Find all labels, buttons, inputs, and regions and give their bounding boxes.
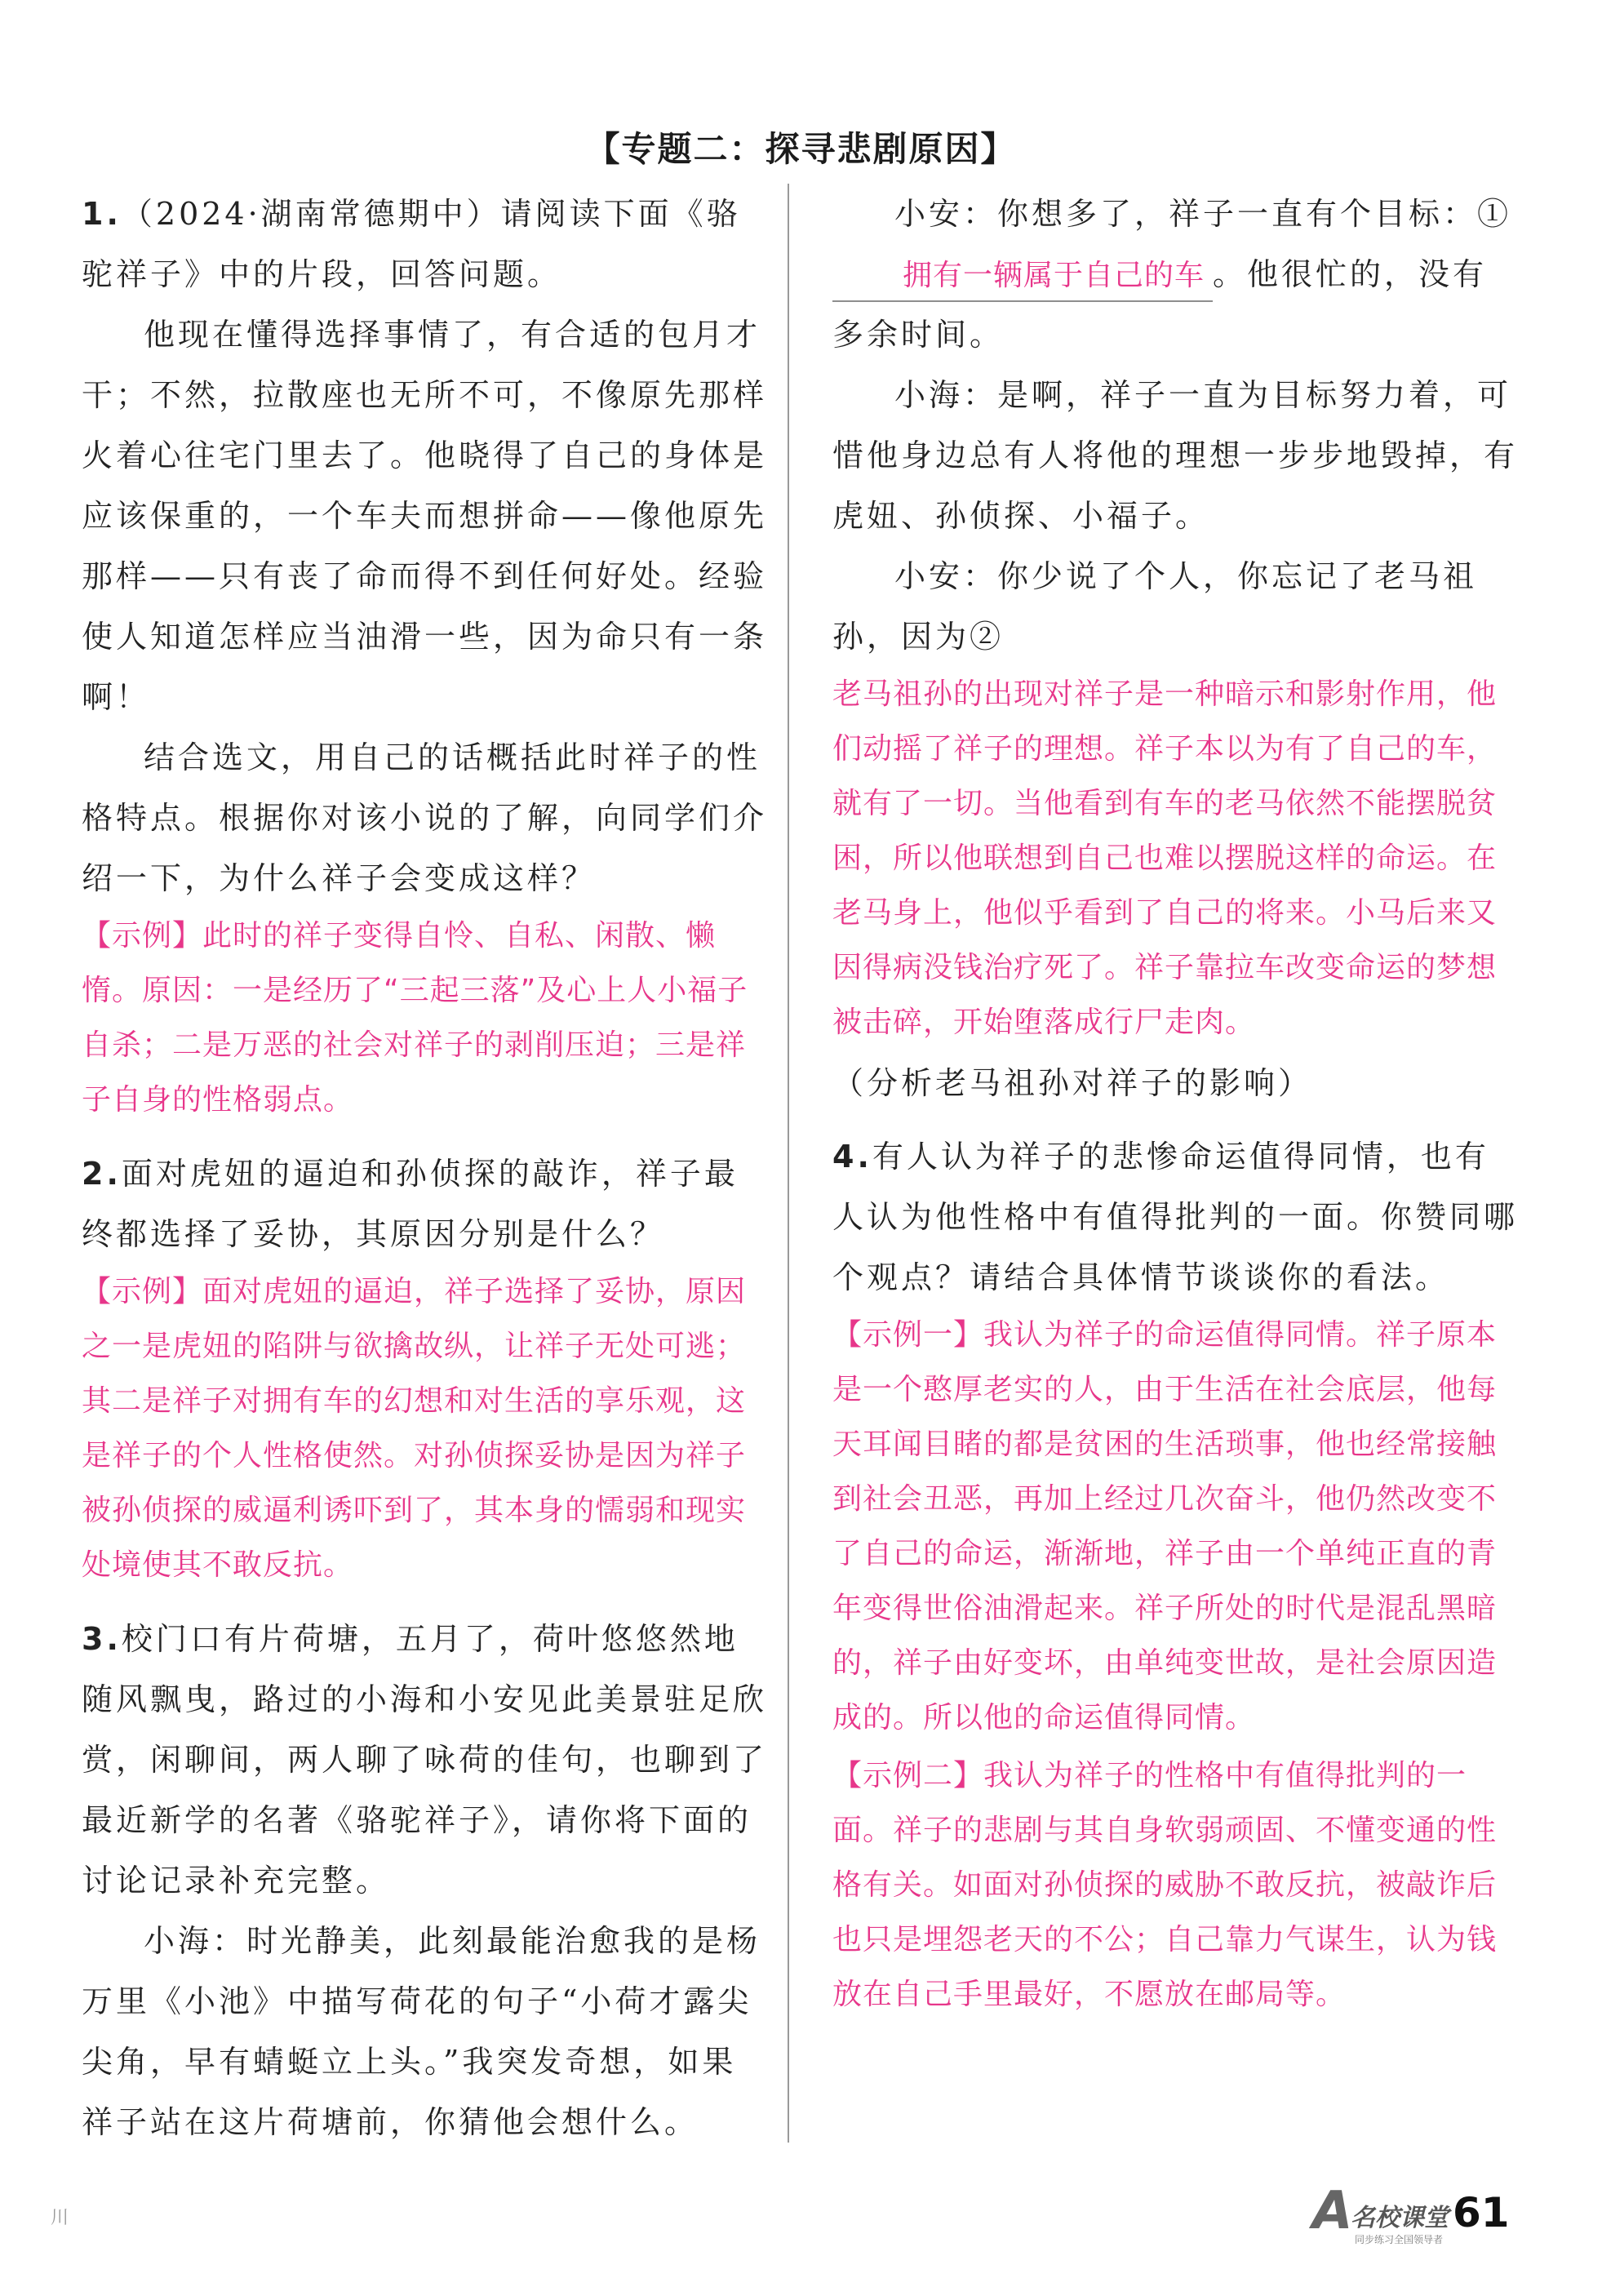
left-column xyxy=(82,184,767,2152)
answer-tag: 【示例一】 xyxy=(832,1318,984,1352)
question-1-answer xyxy=(82,908,767,1130)
blank-1-answer: 拥有一辆属于自己的车 xyxy=(832,251,1213,302)
page-number: 61 xyxy=(1453,2189,1510,2236)
dialog-text: 小安：你少说了个人，你忘记了老马祖孙，因为 xyxy=(832,558,1478,655)
answer-text: 面对虎妞的逼迫，祥子选择了妥协，原因之一是虎妞的陷阱与欲擒故纵，让祥子无处可逃；其二是祥子对拥有车的幻想和对生活的享乐观，这是祥子的个人性格使然。对孙侦探妥协是因为祥子被孙侦探的威逼利诱吓到了，其本身的懦弱和现实处境使其不敢反抗。 xyxy=(82,1275,747,1582)
question-4-answer-1 xyxy=(832,1308,1518,1748)
question-1-prompt: 结合选文，用自己的话概括此时祥子的性格特点。根据你对该小说的了解，向同学们介绍一下，为什么祥子会变成这样？ xyxy=(82,739,768,896)
answer-text: 此时的祥子变得自怜、自私、闲散、懒惰。原因：一是经历了“三起三落”及心上人小福子自杀；二是万恶的社会对祥子的剥削压迫；三是祥子自身的性格弱点。 xyxy=(82,919,748,1117)
answer-tag: 【示例二】 xyxy=(832,1759,984,1792)
blank-1-mark: ① xyxy=(1477,196,1512,232)
right-column xyxy=(832,184,1518,2025)
blank-2-hint: （分析老马祖孙对祥子的影响） xyxy=(832,1065,1313,1101)
dialog-xiaohai-1: 小海：时光静美，此刻最能治愈我的是杨万里《小池》中描写荷花的句子“小荷才露尖尖角，早有蜻蜓立上头。”我突发奇想，如果祥子站在这片荷塘前，你猜他会想什么。 xyxy=(82,1923,761,2140)
brand-name: 名校课堂 xyxy=(1351,2204,1449,2232)
question-4-answer-2 xyxy=(832,1748,1518,2025)
blank-2-mark: ② xyxy=(970,619,1005,655)
question-1-passage: 他现在懂得选择事情了，有合适的包月才干；不然，拉散座也无所不可，不像原先那样火着心往宅门里去了。他晓得了自己的身体是应该保重的，一个车夫而想拼命——像他原先那样——只有丧了命而得不到任何好处。经验使人知道怎样应当油滑一些，因为命只有一条啊！ xyxy=(82,317,768,715)
question-2-number: 2. xyxy=(82,1156,122,1192)
question-2-answer xyxy=(82,1264,767,1596)
margin-mark: 川 xyxy=(51,2208,69,2228)
dialog-xiaoan-2 xyxy=(832,546,1518,667)
brand-slogan: 同步练习全国领导者 xyxy=(1355,2234,1444,2245)
answer-tag: 【示例】 xyxy=(82,1275,203,1308)
brand-logo-icon: A xyxy=(1312,2181,1353,2241)
section-title: 【专题二：探寻悲剧原因】 xyxy=(585,129,1017,169)
question-1-number: 1. xyxy=(82,196,122,232)
question-3-stem xyxy=(82,1609,767,1911)
blank-2-answer: 老马祖孙的出现对祥子是一种暗示和影射作用，他们动摇了祥子的理想。祥子本以为有了自己的车，就有了一切。当他看到有车的老马依然不能摆脱贫困，所以他联想到自己也难以摆脱这样的命运。在老马身上，他似乎看到了自己的将来。小马后来又因得病没钱治疗死了。祥子靠拉车改变命运的梦想被击碎，开始堕落成行尸走肉。 xyxy=(832,667,1518,1053)
question-2-stem xyxy=(82,1144,767,1264)
question-1-stem xyxy=(82,184,767,304)
question-4-number: 4. xyxy=(832,1139,872,1175)
answer-text: 我认为祥子的命运值得同情。祥子原本是一个憨厚老实的人，由于生活在社会底层，他每天耳闻目睹的都是贫困的生活琐事，他也经常接触到社会丑恶，再加上经过几次奋斗，他仍然改变不了自己的命运，渐渐地，祥子由一个单纯正直的青年变得世俗油滑起来。祥子所处的时代是混乱黑暗的，祥子由好变坏，由单纯变世故，是社会原因造成的。所以他的命运值得同情。 xyxy=(832,1318,1498,1734)
dialog-text: 。他很忙的，没有多余时间。 xyxy=(832,256,1488,353)
question-2-text: 面对虎妞的逼迫和孙侦探的敲诈，祥子最终都选择了妥协，其原因分别是什么？ xyxy=(82,1156,739,1252)
question-4-stem xyxy=(832,1126,1518,1308)
question-4-text: 有人认为祥子的悲惨命运值得同情，也有人认为他性格中有值得批判的一面。你赞同哪个观点？请结合具体情节谈谈你的看法。 xyxy=(832,1139,1519,1295)
answer-text: 我认为祥子的性格中有值得批判的一面。祥子的悲剧与其自身软弱顽固、不懂变通的性格有关。如面对孙侦探的威胁不敢反抗，被敲诈后也只是埋怨老天的不公；自己靠力气谋生，认为钱放在自己手里最好，不愿放在邮局等。 xyxy=(832,1759,1498,2011)
dialog-text: 小安：你想多了，祥子一直有个目标： xyxy=(894,196,1478,232)
question-1-text: （2024·湖南常德期中）请阅读下面《骆驼祥子》中的片段，回答问题。 xyxy=(82,196,741,292)
question-3-number: 3. xyxy=(82,1621,122,1657)
dialog-xiaoan-1 xyxy=(832,184,1518,365)
column-divider xyxy=(788,184,789,2143)
answer-tag: 【示例】 xyxy=(82,919,203,953)
dialog-xiaohai-2: 小海：是啊，祥子一直为目标努力着，可惜他身边总有人将他的理想一步步地毁掉，有虎妞、孙侦探、小福子。 xyxy=(832,377,1519,534)
question-3-text: 校门口有片荷塘，五月了，荷叶悠悠然地随风飘曳，路过的小海和小安见此美景驻足欣赏，闲聊间，两人聊了咏荷的佳句，也聊到了最近新学的名著《骆驼祥子》，请你将下面的讨论记录补充完整。 xyxy=(82,1621,768,1899)
